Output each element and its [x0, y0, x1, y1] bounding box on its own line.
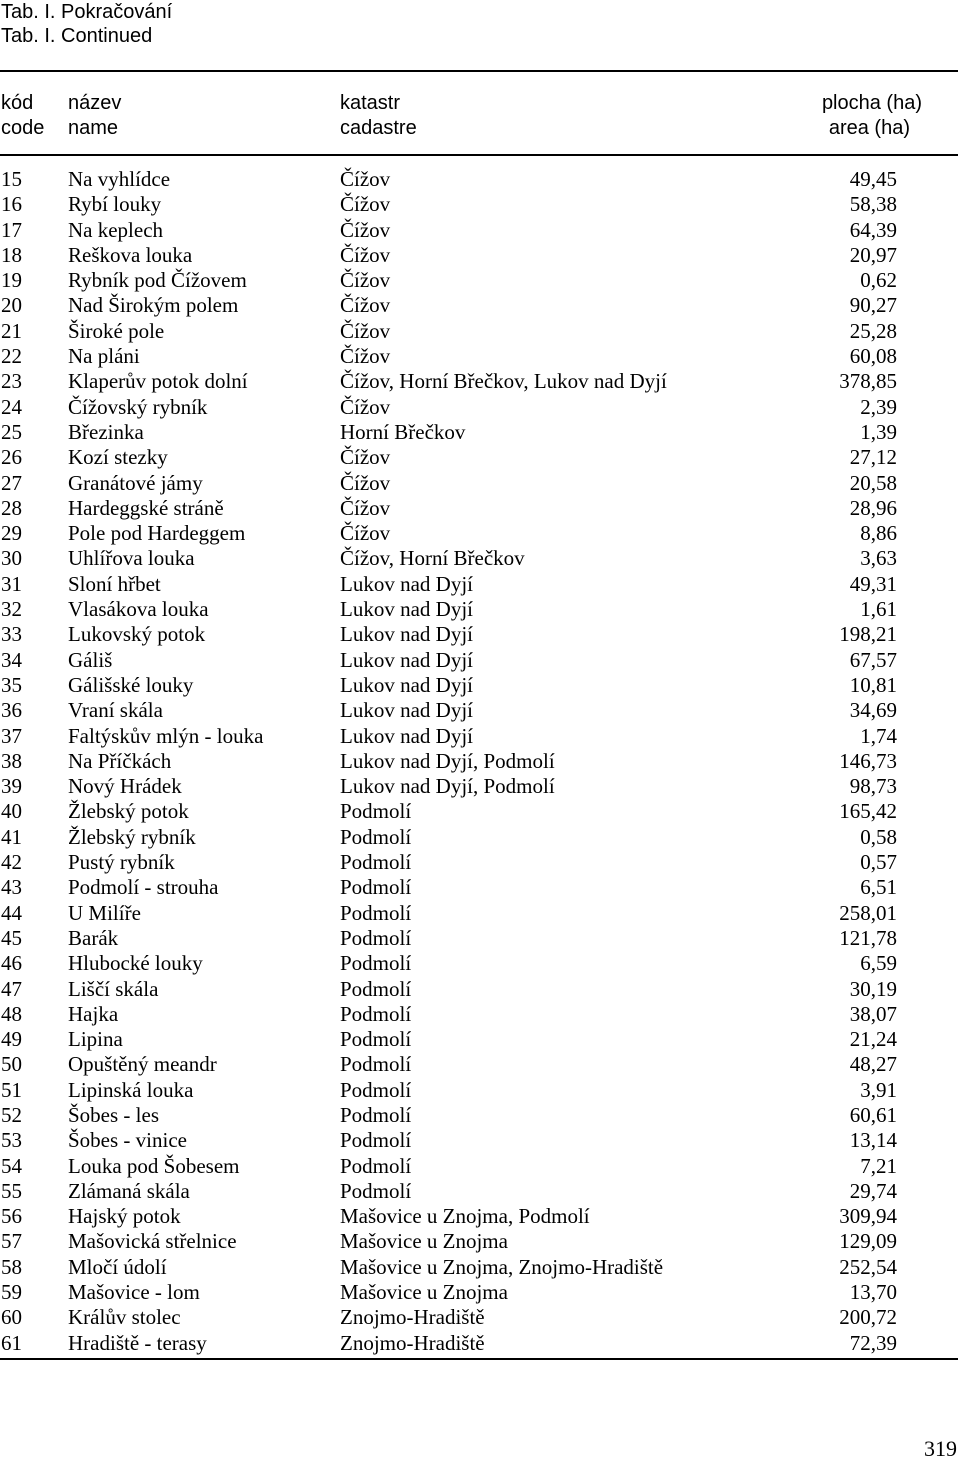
row-name: Hardeggské stráně [68, 495, 224, 520]
row-cadastre: Lukov nad Dyjí [340, 723, 473, 748]
row-code: 32 [1, 597, 22, 622]
row-code: 34 [1, 647, 22, 672]
table-row [0, 521, 958, 546]
row-area: 146,73 [839, 748, 897, 773]
row-code: 40 [1, 799, 22, 824]
row-name: Hajka [68, 1001, 119, 1026]
row-cadastre: Horní Břečkov [340, 419, 466, 444]
row-name: Mašovická střelnice [68, 1229, 237, 1254]
row-cadastre: Čížov [340, 192, 391, 217]
header-cadastre-en: cadastre [340, 117, 417, 139]
row-area: 98,73 [849, 774, 897, 799]
row-cadastre: Podmolí [340, 951, 412, 976]
row-name: Mašovice - lom [68, 1280, 200, 1305]
table-row [0, 1255, 958, 1280]
row-cadastre: Podmolí [340, 824, 412, 849]
table-row [0, 1204, 958, 1229]
row-code: 26 [1, 445, 22, 470]
row-name: Na Příčkách [68, 748, 172, 773]
row-code: 20 [1, 293, 22, 318]
table-row [0, 395, 958, 420]
row-cadastre: Lukov nad Dyjí [340, 622, 473, 647]
row-cadastre: Lukov nad Dyjí, Podmolí [340, 748, 555, 773]
header-name-cz: název [68, 92, 122, 114]
header-area-en: area (ha) [828, 117, 910, 139]
table-row [0, 1128, 958, 1153]
row-code: 31 [1, 571, 22, 596]
row-cadastre: Lukov nad Dyjí [340, 597, 473, 622]
table-row [0, 1052, 958, 1077]
row-code: 28 [1, 495, 22, 520]
row-cadastre: Čížov [340, 495, 391, 520]
row-name: Králův stolec [68, 1305, 181, 1330]
row-area: 13,70 [849, 1280, 897, 1305]
row-area: 49,45 [849, 167, 897, 191]
row-name: Gáliš [68, 647, 113, 672]
row-area: 64,39 [849, 217, 897, 242]
row-area: 0,57 [860, 850, 897, 875]
row-cadastre: Čížov, Horní Břečkov, Lukov nad Dyjí [340, 369, 667, 394]
table-row [0, 1280, 958, 1305]
row-name: Uhlířova louka [68, 546, 195, 571]
row-area: 49,31 [849, 571, 897, 596]
row-area: 34,69 [849, 698, 897, 723]
row-area: 129,09 [839, 1229, 897, 1254]
row-area: 2,39 [860, 394, 897, 419]
table-caption-czech: Tab. I. Pokračování [1, 1, 173, 23]
row-area: 8,86 [860, 521, 897, 546]
row-cadastre: Lukov nad Dyjí [340, 672, 473, 697]
row-area: 378,85 [839, 369, 897, 394]
row-name: Faltýskův mlýn - louka [68, 723, 264, 748]
row-cadastre: Mašovice u Znojma, Znojmo-Hradiště [340, 1254, 664, 1279]
row-name: Šobes - vinice [68, 1128, 187, 1153]
table-row [0, 1078, 958, 1103]
row-name: Kozí stezky [68, 445, 168, 470]
table-row [0, 445, 958, 470]
table-row [0, 850, 958, 875]
row-cadastre: Čížov [340, 167, 391, 191]
row-name: Vlasákova louka [68, 597, 209, 622]
row-code: 24 [1, 394, 22, 419]
row-cadastre: Čížov [340, 293, 391, 318]
table-row [0, 344, 958, 369]
row-cadastre: Podmolí [340, 1128, 412, 1153]
row-area: 0,62 [860, 268, 897, 293]
row-code: 43 [1, 875, 22, 900]
table-row [0, 749, 958, 774]
row-area: 48,27 [849, 1052, 897, 1077]
row-cadastre: Lukov nad Dyjí [340, 571, 473, 596]
table-row [0, 774, 958, 799]
table-row [0, 799, 958, 824]
row-area: 258,01 [839, 900, 897, 925]
row-name: Vraní skála [68, 698, 163, 723]
row-code: 42 [1, 850, 22, 875]
table-row [0, 1179, 958, 1204]
table-row [0, 471, 958, 496]
table-row [0, 1305, 958, 1330]
row-code: 30 [1, 546, 22, 571]
row-name: Široké pole [68, 318, 165, 343]
row-code: 37 [1, 723, 22, 748]
row-code: 51 [1, 1077, 22, 1102]
row-cadastre: Podmolí [340, 1102, 412, 1127]
row-name: Liščí skála [68, 976, 159, 1001]
table-row [0, 293, 958, 318]
table-body [0, 167, 958, 1356]
table-row [0, 420, 958, 445]
row-name: Sloní hřbet [68, 571, 161, 596]
row-area: 3,91 [860, 1077, 897, 1102]
row-code: 22 [1, 344, 22, 369]
row-cadastre: Podmolí [340, 1001, 412, 1026]
row-code: 48 [1, 1001, 22, 1026]
row-area: 165,42 [839, 799, 897, 824]
row-code: 18 [1, 242, 22, 267]
row-area: 72,39 [849, 1330, 897, 1355]
row-name: Březinka [68, 419, 144, 444]
row-cadastre: Čížov [340, 268, 391, 293]
row-code: 16 [1, 192, 22, 217]
row-name: Nový Hrádek [68, 774, 182, 799]
row-cadastre: Čížov, Horní Břečkov [340, 546, 525, 571]
row-area: 3,63 [860, 546, 897, 571]
row-code: 60 [1, 1305, 22, 1330]
row-code: 17 [1, 217, 22, 242]
row-name: Rybník pod Čížovem [68, 268, 247, 293]
row-cadastre: Čížov [340, 242, 391, 267]
row-code: 54 [1, 1153, 22, 1178]
row-area: 1,39 [860, 419, 897, 444]
row-code: 29 [1, 521, 22, 546]
row-code: 55 [1, 1178, 22, 1203]
row-area: 309,94 [839, 1204, 897, 1229]
row-area: 28,96 [849, 495, 897, 520]
row-code: 36 [1, 698, 22, 723]
row-cadastre: Podmolí [340, 875, 412, 900]
row-name: Nad Širokým polem [68, 293, 239, 318]
table-header-english [0, 116, 958, 141]
row-cadastre: Čížov [340, 445, 391, 470]
row-name: Hajský potok [68, 1204, 181, 1229]
row-code: 44 [1, 900, 22, 925]
table-row [0, 1331, 958, 1356]
row-name: Reškova louka [68, 242, 193, 267]
row-name: Lipina [68, 1027, 123, 1052]
row-area: 60,08 [849, 344, 897, 369]
table-row [0, 1229, 958, 1254]
row-code: 61 [1, 1330, 22, 1355]
header-code-cz: kód [1, 92, 34, 114]
row-cadastre: Čížov [340, 344, 391, 369]
row-area: 30,19 [849, 976, 897, 1001]
table-row [0, 698, 958, 723]
row-area: 1,74 [860, 723, 897, 748]
row-code: 19 [1, 268, 22, 293]
table-row [0, 1103, 958, 1128]
table-row [0, 1154, 958, 1179]
row-name: Lipinská louka [68, 1077, 194, 1102]
table-row [0, 875, 958, 900]
row-name: Na pláni [68, 344, 140, 369]
row-code: 46 [1, 951, 22, 976]
row-cadastre: Znojmo-Hradiště [340, 1305, 485, 1330]
table-row [0, 951, 958, 976]
row-code: 59 [1, 1280, 22, 1305]
row-cadastre: Čížov [340, 318, 391, 343]
row-area: 20,97 [849, 242, 897, 267]
row-area: 20,58 [849, 470, 897, 495]
table-row [0, 622, 958, 647]
table-row [0, 648, 958, 673]
row-area: 67,57 [849, 647, 897, 672]
row-code: 27 [1, 470, 22, 495]
row-code: 33 [1, 622, 22, 647]
row-code: 39 [1, 774, 22, 799]
row-area: 6,59 [860, 951, 897, 976]
row-area: 10,81 [849, 672, 897, 697]
table-row [0, 218, 958, 243]
header-name-en: name [68, 117, 119, 139]
row-area: 29,74 [849, 1178, 897, 1203]
row-code: 53 [1, 1128, 22, 1153]
row-code: 15 [1, 167, 22, 191]
row-name: Šobes - les [68, 1102, 159, 1127]
row-area: 6,51 [860, 875, 897, 900]
table-row [0, 496, 958, 521]
row-name: Louka pod Šobesem [68, 1153, 240, 1178]
table-row [0, 1027, 958, 1052]
table-row [0, 724, 958, 749]
page-number: 319 [924, 1436, 957, 1461]
row-cadastre: Lukov nad Dyjí [340, 698, 473, 723]
row-cadastre: Lukov nad Dyjí [340, 647, 473, 672]
table-row [0, 167, 958, 192]
table-row [0, 901, 958, 926]
row-area: 0,58 [860, 824, 897, 849]
row-area: 13,14 [849, 1128, 897, 1153]
row-area: 252,54 [839, 1254, 897, 1279]
row-name: Na vyhlídce [68, 167, 171, 191]
row-area: 38,07 [849, 1001, 897, 1026]
row-cadastre: Podmolí [340, 925, 412, 950]
table-row [0, 977, 958, 1002]
row-area: 21,24 [849, 1027, 897, 1052]
row-name: Pole pod Hardeggem [68, 521, 246, 546]
row-code: 57 [1, 1229, 22, 1254]
row-code: 49 [1, 1027, 22, 1052]
row-code: 56 [1, 1204, 22, 1229]
row-name: Na keplech [68, 217, 164, 242]
header-code-en: code [1, 117, 45, 139]
table-row [0, 369, 958, 394]
table-row [0, 243, 958, 268]
row-name: Hradiště - terasy [68, 1330, 207, 1355]
row-name: Mločí údolí [68, 1254, 167, 1279]
row-cadastre: Podmolí [340, 850, 412, 875]
row-area: 198,21 [839, 622, 897, 647]
row-code: 21 [1, 318, 22, 343]
table-header-rule [0, 154, 958, 156]
row-area: 1,61 [860, 597, 897, 622]
row-name: Gálišské louky [68, 672, 194, 697]
row-code: 35 [1, 672, 22, 697]
row-area: 58,38 [849, 192, 897, 217]
table-row [0, 546, 958, 571]
table-row [0, 268, 958, 293]
row-cadastre: Mašovice u Znojma [340, 1280, 508, 1305]
row-name: Zlámaná skála [68, 1178, 190, 1203]
header-cadastre-cz: katastr [340, 92, 401, 114]
row-cadastre: Podmolí [340, 1052, 412, 1077]
row-cadastre: Čížov [340, 217, 391, 242]
row-cadastre: Podmolí [340, 1077, 412, 1102]
row-code: 50 [1, 1052, 22, 1077]
table-row [0, 192, 958, 217]
row-cadastre: Podmolí [340, 976, 412, 1001]
table-row [0, 572, 958, 597]
header-area-cz: plocha (ha) [821, 92, 922, 114]
row-code: 25 [1, 419, 22, 444]
row-cadastre: Mašovice u Znojma [340, 1229, 508, 1254]
row-name: Opuštěný meandr [68, 1052, 217, 1077]
row-cadastre: Čížov [340, 470, 391, 495]
row-code: 58 [1, 1254, 22, 1279]
row-name: Barák [68, 925, 119, 950]
row-cadastre: Čížov [340, 521, 391, 546]
table-row [0, 926, 958, 951]
row-area: 200,72 [839, 1305, 897, 1330]
row-code: 45 [1, 925, 22, 950]
row-name: Žlebský potok [68, 799, 189, 824]
row-name: Rybí louky [68, 192, 162, 217]
row-name: Hlubocké louky [68, 951, 203, 976]
row-cadastre: Lukov nad Dyjí, Podmolí [340, 774, 555, 799]
table-row [0, 673, 958, 698]
row-name: Pustý rybník [68, 850, 175, 875]
row-code: 41 [1, 824, 22, 849]
row-name: Granátové jámy [68, 470, 203, 495]
row-area: 27,12 [849, 445, 897, 470]
row-cadastre: Podmolí [340, 1027, 412, 1052]
table-header-czech [0, 91, 958, 116]
row-cadastre: Podmolí [340, 799, 412, 824]
row-cadastre: Znojmo-Hradiště [340, 1330, 485, 1355]
row-cadastre: Čížov [340, 394, 391, 419]
row-area: 90,27 [849, 293, 897, 318]
row-name: Podmolí - strouha [68, 875, 219, 900]
row-code: 47 [1, 976, 22, 1001]
table-row [0, 319, 958, 344]
row-name: Žlebský rybník [68, 824, 196, 849]
row-cadastre: Podmolí [340, 1153, 412, 1178]
row-code: 38 [1, 748, 22, 773]
row-cadastre: Podmolí [340, 900, 412, 925]
table-bottom-rule [0, 1358, 958, 1360]
row-cadastre: Mašovice u Znojma, Podmolí [340, 1204, 590, 1229]
row-area: 60,61 [849, 1102, 897, 1127]
table-caption-english: Tab. I. Continued [1, 25, 153, 47]
row-area: 25,28 [849, 318, 897, 343]
row-area: 7,21 [860, 1153, 897, 1178]
table-row [0, 1002, 958, 1027]
row-code: 23 [1, 369, 22, 394]
table-row [0, 597, 958, 622]
row-area: 121,78 [839, 925, 897, 950]
table-top-rule [0, 70, 958, 72]
row-name: U Milíře [68, 900, 141, 925]
row-code: 52 [1, 1102, 22, 1127]
table-row [0, 825, 958, 850]
row-name: Lukovský potok [68, 622, 206, 647]
row-name: Klaperův potok dolní [68, 369, 248, 394]
row-cadastre: Podmolí [340, 1178, 412, 1203]
row-name: Čížovský rybník [68, 394, 208, 419]
